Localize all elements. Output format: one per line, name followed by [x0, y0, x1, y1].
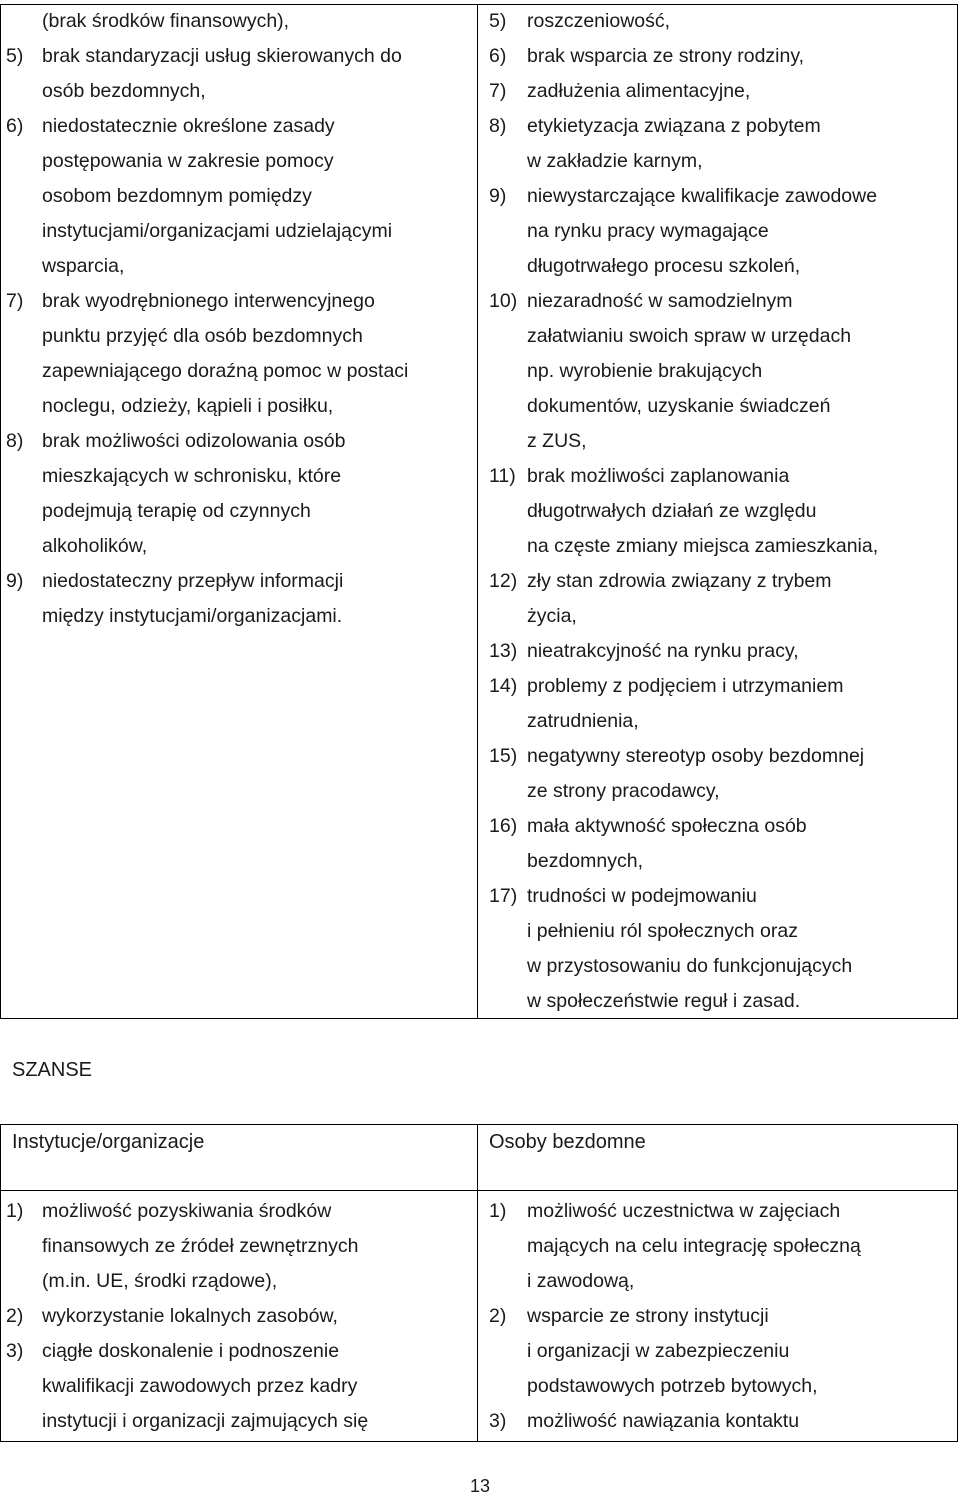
- list-item-line: brak możliwości zaplanowania: [527, 465, 790, 487]
- list-item-line: z ZUS,: [527, 430, 587, 452]
- list-item: [6, 109, 472, 284]
- list-item-line: np. wyrobienie brakujących: [527, 360, 763, 382]
- list-item-number: 11): [489, 465, 516, 487]
- list-item-line: brak standaryzacji usług skierowanych do: [42, 45, 402, 67]
- list-item-number: 3): [489, 1410, 507, 1432]
- list-item-number: 7): [6, 290, 24, 312]
- list-item-number: 12): [489, 570, 518, 592]
- opportunities-institutions-list: [6, 1194, 472, 1439]
- list-item-line: kwalifikacji zawodowych przez kadry: [42, 1375, 358, 1397]
- list-item-line: załatwianiu swoich spraw w urzędach: [527, 325, 852, 347]
- list-item-number: 5): [489, 10, 507, 32]
- list-item: [489, 809, 955, 879]
- list-item-line: bezdomnych,: [527, 850, 643, 872]
- list-item-line: postępowania w zakresie pomocy: [42, 150, 334, 172]
- list-item-line: roszczeniowość,: [527, 10, 671, 32]
- list-item-line: niewystarczające kwalifikacje zawodowe: [527, 185, 878, 207]
- list-item-number: 1): [6, 1200, 24, 1222]
- list-item-line: w przystosowaniu do funkcjonujących: [527, 955, 853, 977]
- opportunities-homeless-cell: [489, 1194, 955, 1439]
- list-item: [489, 1299, 955, 1404]
- list-item-line: brak wsparcia ze strony rodziny,: [527, 45, 805, 67]
- list-item-number: 2): [489, 1305, 507, 1327]
- list-item-line: wsparcia,: [42, 255, 125, 277]
- list-item-line: niedostateczny przepływ informacji: [42, 570, 344, 592]
- weaknesses-column-divider: [477, 4, 478, 1019]
- list-item-line: możliwość uczestnictwa w zajęciach: [527, 1200, 841, 1222]
- list-item-line: podejmują terapię od czynnych: [42, 500, 311, 522]
- list-item-line: instytucjami/organizacjami udzielającymi: [42, 220, 393, 242]
- list-item-number: 1): [489, 1200, 507, 1222]
- list-item-line: niedostatecznie określone zasady: [42, 115, 335, 137]
- list-item: [6, 424, 472, 564]
- list-item: [6, 284, 472, 424]
- list-item-line: mieszkających w schronisku, które: [42, 465, 342, 487]
- list-item: [489, 1194, 955, 1299]
- list-item: [6, 1299, 472, 1334]
- list-item-line: zapewniającego doraźną pomoc w postaci: [42, 360, 409, 382]
- list-item: [489, 109, 955, 179]
- list-item-number: 15): [489, 745, 518, 767]
- list-item: [489, 284, 955, 459]
- list-item: [489, 879, 955, 1019]
- list-item-line: instytucji i organizacji zajmujących się: [42, 1410, 369, 1432]
- list-item-line: ze strony pracodawcy,: [527, 780, 720, 802]
- list-item: [6, 1194, 472, 1299]
- list-item-number: 17): [489, 885, 518, 907]
- list-item-number: 2): [6, 1305, 24, 1327]
- list-item-line: niezaradność w samodzielnym: [527, 290, 793, 312]
- list-item-number: 6): [489, 45, 507, 67]
- list-item-line: w społeczeństwie reguł i zasad.: [527, 990, 801, 1012]
- list-item-line: brak wyodrębnionego interwencyjnego: [42, 290, 375, 312]
- list-item-line: trudności w podejmowaniu: [527, 885, 757, 907]
- list-item-number: 9): [489, 185, 507, 207]
- list-item: [489, 669, 955, 739]
- list-item-line: finansowych ze źródeł zewnętrznych: [42, 1235, 359, 1257]
- list-item-number: 14): [489, 675, 518, 697]
- list-item-line: nieatrakcyjność na rynku pracy,: [527, 640, 799, 662]
- list-item: [489, 564, 955, 634]
- list-item-line: etykietyzacja związana z pobytem: [527, 115, 821, 137]
- col-header-institutions: Instytucje/organizacje: [12, 1131, 205, 1153]
- list-item: [489, 634, 955, 669]
- opportunities-institutions-cell: [6, 1194, 472, 1439]
- list-item: [6, 564, 472, 634]
- list-item-line: brak możliwości odizolowania osób: [42, 430, 346, 452]
- list-item-line: osobom bezdomnym pomiędzy: [42, 185, 312, 207]
- list-item: [489, 1404, 955, 1439]
- list-item: [489, 39, 955, 74]
- opportunities-homeless-list: [489, 1194, 955, 1439]
- weaknesses-institutions-cell: [6, 4, 472, 634]
- opportunities-header-divider: [0, 1190, 958, 1191]
- list-item: [6, 39, 472, 109]
- list-item: [6, 1334, 472, 1439]
- list-item-line: możliwość nawiązania kontaktu: [527, 1410, 800, 1432]
- list-item-line: problemy z podjęciem i utrzymaniem: [527, 675, 844, 697]
- list-item-number: 7): [489, 80, 507, 102]
- list-item-number: 13): [489, 640, 518, 662]
- list-item-number: 9): [6, 570, 24, 592]
- weaknesses-institutions-list: [6, 39, 472, 634]
- list-item-number: 8): [489, 115, 507, 137]
- list-item: [489, 739, 955, 809]
- list-item-line: mających na celu integrację społeczną: [527, 1235, 861, 1257]
- opportunities-column-divider: [477, 1124, 478, 1442]
- list-item-line: ciągłe doskonalenie i podnoszenie: [42, 1340, 340, 1362]
- list-item-line: alkoholików,: [42, 535, 148, 557]
- list-item-line: na częste zmiany miejsca zamieszkania,: [527, 535, 879, 557]
- list-item-number: 8): [6, 430, 24, 452]
- list-item-number: 6): [6, 115, 24, 137]
- list-item-line: w zakładzie karnym,: [527, 150, 703, 172]
- list-item-line: punktu przyjęć dla osób bezdomnych: [42, 325, 363, 347]
- list-item-number: 5): [6, 45, 24, 67]
- list-item: [489, 4, 955, 39]
- list-item-line: (brak środków finansowych),: [42, 10, 290, 32]
- continuation-text: [6, 4, 472, 39]
- list-item-line: negatywny stereotyp osoby bezdomnej: [527, 745, 865, 767]
- list-item-line: i organizacji w zabezpieczeniu: [527, 1340, 790, 1362]
- list-item-line: zadłużenia alimentacyjne,: [527, 80, 751, 102]
- list-item-line: między instytucjami/organizacjami.: [42, 605, 343, 627]
- list-item-line: wykorzystanie lokalnych zasobów,: [42, 1305, 338, 1327]
- list-item-line: i zawodową,: [527, 1270, 635, 1292]
- col-header-homeless: Osoby bezdomne: [489, 1131, 646, 1153]
- list-item: [489, 74, 955, 109]
- weaknesses-homeless-list: [489, 4, 955, 1019]
- list-item-line: (m.in. UE, środki rządowe),: [42, 1270, 278, 1292]
- list-item-line: zatrudnienia,: [527, 710, 639, 732]
- list-item-line: na rynku pracy wymagające: [527, 220, 769, 242]
- list-item: [489, 459, 955, 564]
- list-item-line: długotrwałych działań ze względu: [527, 500, 817, 522]
- list-item-line: dokumentów, uzyskanie świadczeń: [527, 395, 831, 417]
- list-item-line: długotrwałego procesu szkoleń,: [527, 255, 801, 277]
- list-item-number: 10): [489, 290, 518, 312]
- list-item-line: życia,: [527, 605, 577, 627]
- list-item-line: noclegu, odzieży, kąpieli i posiłku,: [42, 395, 334, 417]
- list-item-line: mała aktywność społeczna osób: [527, 815, 807, 837]
- list-item-line: wsparcie ze strony instytucji: [527, 1305, 769, 1327]
- list-item: [489, 179, 955, 284]
- list-item-number: 16): [489, 815, 518, 837]
- list-item-line: zły stan zdrowia związany z trybem: [527, 570, 832, 592]
- list-item-line: i pełnieniu ról społecznych oraz: [527, 920, 798, 942]
- list-item-line: osób bezdomnych,: [42, 80, 206, 102]
- list-item-line: możliwość pozyskiwania środków: [42, 1200, 332, 1222]
- page-number: 13: [470, 1476, 491, 1496]
- weaknesses-homeless-cell: [489, 4, 955, 1019]
- list-item-line: podstawowych potrzeb bytowych,: [527, 1375, 818, 1397]
- section-title: SZANSE: [12, 1059, 93, 1081]
- list-item-number: 3): [6, 1340, 24, 1362]
